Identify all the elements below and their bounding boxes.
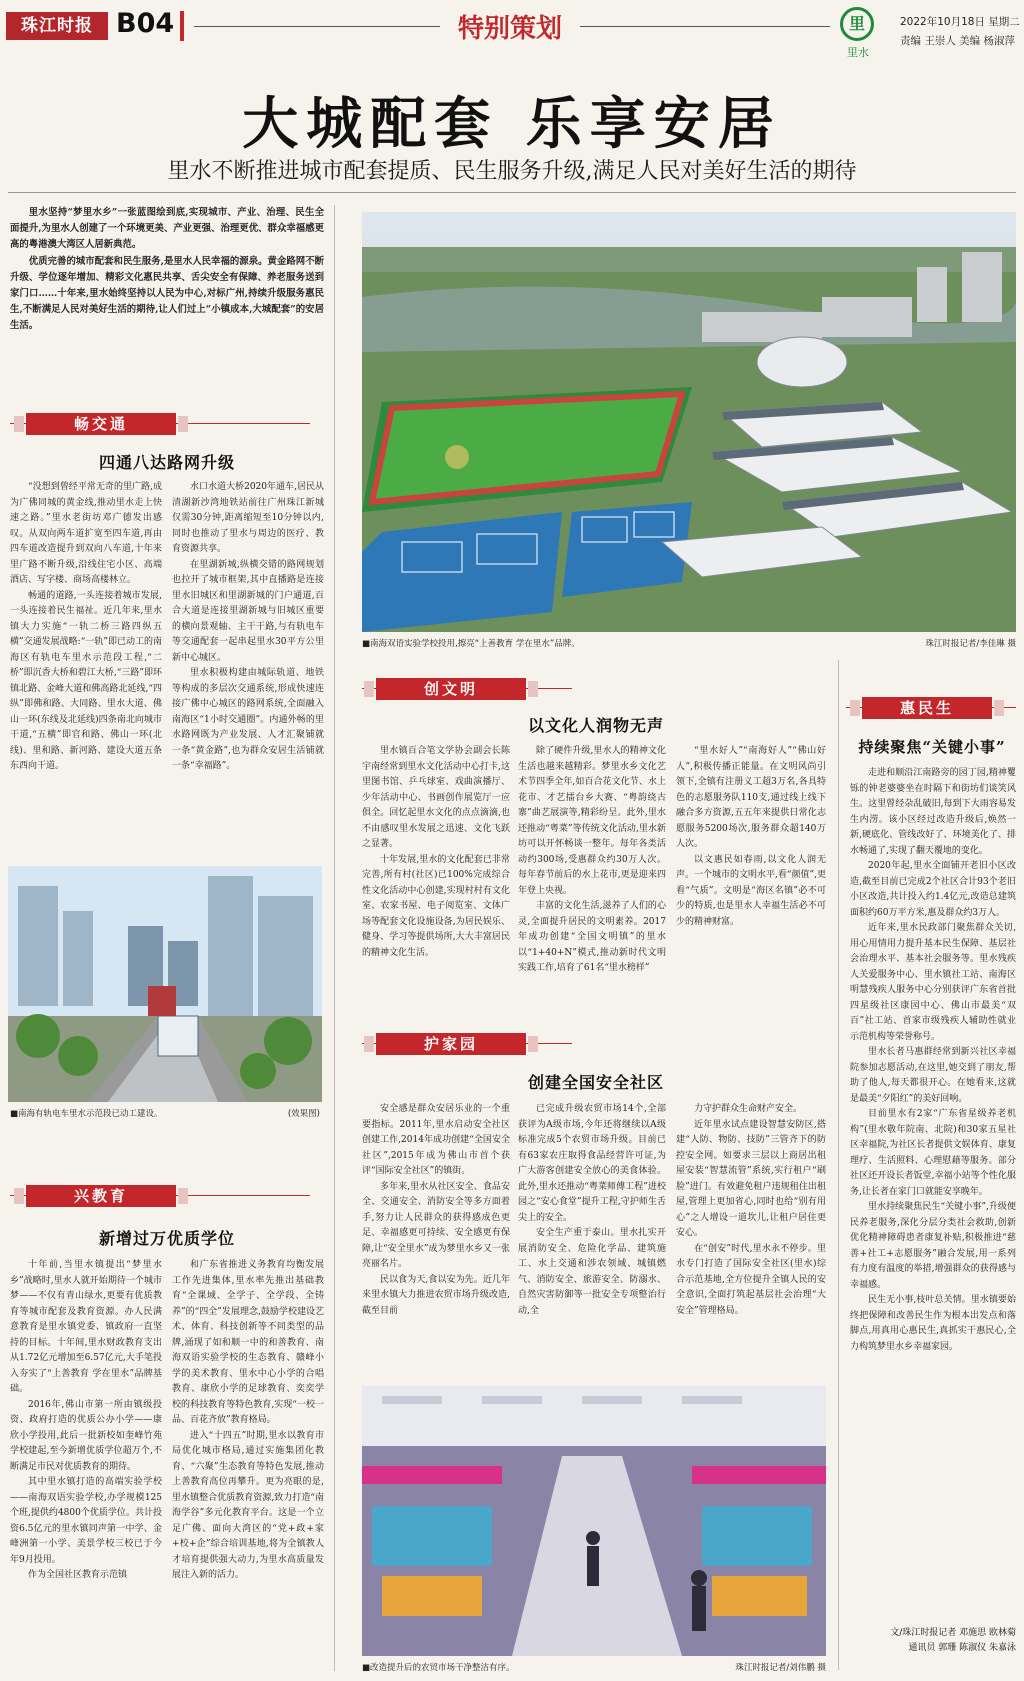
safety-column-1 [362,1102,510,1370]
education-section-tag: 兴教育 [26,1185,176,1207]
newspaper-logo: 珠江时报 [6,12,108,40]
red-divider [180,11,184,41]
safety-section-title: 创建全国安全社区 [527,1073,664,1092]
safety-paragraph: 力守护群众生命财产安全。 [694,1104,803,1114]
safety-paragraph: 多年来,里水从社区安全、食品安全、交通安全、消防安全等多方面着手,努力让人民群众的获得感成色更足、幸福感更可持续、安全感更有保障,让“安全里水”成为梦里水乡又一张亮丽名片。 [362,1181,510,1269]
livelihood-paragraph: 走进和顺沿江南路旁的园丁园,精神矍铄的钟老婆婆坐在时隔下和街坊们谈笑风生。这里曾经杂乱破旧,每到下大雨容易发生内涝。该小区经过改造升级后,焕然一新,硬底化、管线改好了、环境美化了、排水畅通了,实现了翻天覆地的变化。 [850,768,1016,856]
culture-column-1 [362,744,510,1006]
livelihood-paragraph: 里水长者马惠群经常到新兴社区幸福院参加志愿活动,在这里,她交到了朋友,帮助了他人,每天都很开心。在她看来,这就是最美“夕阳红”的美好回响。 [850,1047,1016,1104]
market-photo [362,1386,826,1656]
culture-paragraph: 以文惠民如春雨,以文化人润无声。一个城市的文明水平,看“颜值”,更看“气质”。文明是“海区名镇”必不可少的特质,也是里水人幸福生活必不可少的精神财富。 [676,854,826,927]
culture-section-tag: 创文明 [376,678,526,700]
livelihood-section-title: 持续聚焦“关键小事” [858,738,1006,756]
market-photo-credit: 珠江时报记者/刘伟鹏 摄 [735,1663,826,1673]
culture-column-3 [676,744,826,1006]
culture-paragraph: 丰富的文化生活,滋养了人们的心灵,全面提升居民的文明素养。2017年成功创建“全国文明镇”的里水以“1+40+N”模式,推动新时代文明实践工作,培育了61名“里水榜样” [518,901,666,973]
intro-text [10,205,324,375]
culture-column-2 [518,744,666,1006]
livelihood-section-tag: 惠民生 [862,697,992,719]
tram-rendering-photo [8,866,322,1102]
livelihood-paragraph: 民生无小事,枝叶总关情。里水镇要始终把保障和改善民生作为根本出发点和落脚点,用真用心惠民生,真抓实干惠民心,全力构筑梦里水乡幸福家园。 [850,1295,1016,1352]
culture-section-title: 以文化人润物无声 [527,716,664,735]
subheadline: 里水不断推进城市配套提质、民生服务升级,满足人民对美好生活的期待 [167,159,857,184]
culture-paragraph: 里水镇百合笔文学协会副会长陈宇南经常到里水文化活动中心打卡,这里图书馆、乒乓球室、戏曲演播厅、少年活动中心、书画创作展览厅一应俱全。回忆起里水文化的点点滴滴,也不由感叹里水发展之迅速、文化飞跃之显著。 [362,746,510,849]
section-title: 特别策划 [457,14,562,44]
culture-paragraph: “里水好人”“南海好人”“佛山好人”,积极传播正能量。在文明风尚引领下,全镇有注册义工超3万名,各具特色的志愿服务队110支,通过线上线下融合多方资源,五五年来提供日常化志愿服务5200场次,服务群众超140万人次。 [676,746,826,849]
safety-column-2 [518,1102,666,1370]
byline-line: 通讯员 郭珊 陈淑仪 朱嘉泳 [908,1643,1016,1653]
intro-paragraph: 里水坚持“梦里水乡”一张蓝图绘到底,实现城市、产业、治理、民生全面提升,为里水人创建了一个环境更美、产业更强、治理更优、群众幸福感更高的粤港澳大湾区人居新典范。 [10,207,324,251]
editors: 责编 王崇人 美编 杨淑萍 [900,35,1016,47]
education-paragraph: 进入“十四五”时期,里水以教育市局优化城市格局,通过实施集团化教育、“六聚”生态教育等特色发展,推动上善教育高位再攀升。更为亮眼的是,里水镇整合优质教育资源,致力打造“南海学谷”多元化教育平台。这是一个立足广佛、面向大湾区的“党+政+家+校+企”综合培训基地,将为全镇教人才培育提供强大动力,为里水高质量发展注入新的活力。 [172,1430,324,1580]
headline: 大城配套 乐享安居 [242,91,782,157]
traffic-section-title: 四通八达路网升级 [98,453,235,472]
dateline: 2022年10月18日 星期二 [900,16,1020,28]
education-paragraph: 其中里水镇打造的高端实验学校——南海双语实验学校,办学规模125个班,提供约4800个优质学位。共计投资6.5亿元的里水镇同声第一中学、金峰洲第一小学、美景学校三校已于今年9月投用。 [10,1477,162,1565]
traffic-column-2 [172,480,324,846]
safety-paragraph: 安全生产重于泰山。里水扎实开展消防安全、危险化学品、建筑施工、水上交通和涉农领域、城镇燃气、消防安全、旅游安全、防溺水、自然灾害防御等一批安全专项整治行动,全 [518,1228,666,1316]
education-paragraph: 和广东省推进义务教育均衡发展工作先进集体,里水率先推出基础教育“全课域、全学子、全学段、全铸养”的“四全”发展理念,鼓励学校建设艺术、体育、科技创新等不同类型的品牌,涌现了如和顺一中的和善教育、南海双语实验学校的生态教育、赣峰小学的美术教育、里水中心小学的合唱教育、康欣小学的足球教育、奕奕学校的科技教育等特色教育,实现“一校一品、百花齐放”教育格局。 [172,1260,324,1425]
headline-rule [8,192,1016,193]
school-photo-credit: 珠江时报记者/李佳琳 摄 [925,639,1016,649]
safety-paragraph: 已完成升级农贸市场14个,全部获评为A级市场,今年还将继续以A级标准完成5个农贸市场升级。目前已有63家农庄取得食品经营许可证,为广大游客创建安全放心的美食体验。此外,里水还推动“粤菜师傅工程”进校园之“安心食堂”提升工程,守护师生舌尖上的安全。 [518,1104,666,1223]
column-divider [838,660,839,1670]
column-divider [334,205,335,1671]
culture-paragraph: 除了硬件升级,里水人的精神文化生活也越来越精彩。梦里水乡文化艺术节四季全年,如百合花文化节、水上花市、才艺擂台乡大赛、“粤韵绕古寨”曲艺展演等,精彩纷呈。此外,里水还推动“粤菜”等传统文化活动,里水新坊可以开怀畅谈一整年。每年各类活动约300场,受惠群众约30万人次。每年春节前后的水上花市,更是迎来四年登上央视。 [518,746,666,896]
town-seal-icon: 里 [840,7,874,41]
market-photo-caption: ■改造提升后的农贸市场干净整洁有序。 [362,1663,515,1673]
safety-paragraph: 在“创安”时代,里水永不停步。里水专门打造了国际安全社区(里水)综合示范基地,全方位提升全镇人民的安全意识,全面打筑起基层社会治理“大安全”管理格局。 [676,1243,826,1316]
byline [846,1626,1016,1656]
page-number: B04 [116,8,175,39]
school-aerial-photo [362,212,1016,632]
livelihood-paragraph: 里水持续聚焦民生“关键小事”,升级便民养老服务,深化分层分类社会救助,创新优化精神障碍患者康复补贴,积极推进“慈善+社工+志愿服务”融合发展,用一系列有力度有温度的举措,增强群众的获得感与幸福感。 [850,1202,1016,1290]
traffic-paragraph: 畅通的道路,一头连接着城市发展,一头连接着民生福祉。近几年来,里水镇大力实施“一轨二桥三路四纵五横”交通发展战略:“一轨”即已动工的南海区有轨电车里水示范段工程,“二桥”即沉香大桥和碧江大桥,“三路”即环镇北路、金峰大道和佛高路北延线,“四纵”即佛和路、大同路、里水大道、佛山一环(东线及北延线)四条南北向城市干道,“五横”即官和路、佛山一环(北线)、里和路、新河路、建设大道五条东西向干道。 [10,590,162,771]
safety-column-3 [676,1102,826,1370]
education-paragraph: 十年前,当里水镇提出“梦里水乡”战略时,里水人就开始期待一个城市梦——不仅有青山绿水,更要有优质教育等城市配套及教育资源。办人民满意教育是里水镇党委、镇政府一直坚持的目标。十年间,里水财政教育支出从1.72亿元增加至6.57亿元,大手笔投入夯实了“上善教育 学在里水”品牌基础。 [10,1260,162,1394]
culture-paragraph: 十年发展,里水的文化配套已非常完善,所有村(社区)已100%完成综合性文化活动中心创建,实现村村有文化室、农家书屋、电子阅览室、文体广场等配套文化设施设备,为居民娱乐、健身、学习等提供场所,大大丰富居民的精神文化生活。 [362,854,510,958]
masthead-rule-right [580,26,830,27]
safety-paragraph: 民以食为天,食以安为先。近几年来里水镇大力推进农贸市场升级改造,截至目前 [362,1274,510,1316]
seal-label: 里水 [847,46,869,59]
education-column-1 [10,1258,162,1676]
traffic-section-tag: 畅交通 [26,413,176,435]
masthead-rule-left [194,26,440,27]
traffic-paragraph: 在里湖新城,纵横交错的路网规划也拉开了城市框架,其中直播路是连接里水旧城区和里湖新城的门户通道,百合大道是连接里湖新城与旧城区重要的横向景观轴、主干干路,与有轨电车等交通配套一起串起里水30平方公里新中心城区。 [172,559,324,663]
tram-photo-caption: ■南海有轨电车里水示范段已动工建设。 [10,1109,163,1119]
education-section-title: 新增过万优质学位 [98,1229,235,1248]
education-paragraph: 作为全国社区教育示范镇 [28,1570,128,1580]
education-paragraph: 2016年,佛山市第一所由镇级投资、政府打造的优质公办小学——康欣小学投用,此后一批新校如奎峰竹苑学校建起,至今新增优质学位超万个,不断满足市民对优质教育的期待。 [10,1399,162,1472]
traffic-paragraph: 里水积极构建由城际轨道、地铁等构成的多层次交通系统,形成快速连接广佛中心城区的路网系统,全面融入南海区“1小时交通圈”。内通外畅的里水路网既为产业发展、人才汇聚铺就一条“黄金路”,也为群众安居生活铺就一条“幸福路”。 [172,668,324,771]
livelihood-paragraph: 2020年起,里水全面铺开老旧小区改造,截至目前已完成2个社区合计93个老旧小区改造,共计投入约1.4亿元,改造总建筑面积约60万平方米,惠及群众约3万人。 [850,861,1016,918]
safety-paragraph: 近年里水试点建设智慧安防区,搭建“人防、物防、技防”三管齐下的防控安全网。如要求三层以上商居出租屋安装“智慧流管”系统,实行租户“刷脸”进门。有效避免租户违规租住出租屋,管理上更加省心,同时也给“别有用心”之人增设一道坎儿,让租户居住更安心。 [676,1119,826,1238]
intro-paragraph: 优质完善的城市配套和民生服务,是里水人民幸福的源泉。黄金路网不断升级、学位逐年增加、精彩文化惠民共享、舌尖安全有保障、养老服务送到家门口……十年来,里水始终坚持以人民为中心,对标广州,持续升级服务惠民生,不断满足人民对美好生活的期待,让人们过上“小镇成本,大城配套”的安居生活。 [10,255,324,332]
education-column-2 [172,1258,324,1676]
tram-photo-credit: (效果图) [287,1109,320,1119]
masthead [0,0,1024,59]
livelihood-paragraph: 近年来,里水民政部门聚焦群众关切,用心用情用力提升基本民生保障、基层社会治理水平、基本社会服务等。里水残疾人关爱服务中心、里水镇社工站、南海区明慧残疾人服务中心分别获评广东省首批四星级社区康园中心、佛山市最美“双百”社工站、首家市级残疾人辅助性就业示范机构等荣誉称号。 [850,923,1016,1042]
safety-section-tag: 护家园 [376,1033,526,1055]
school-photo-caption: ■南海双语实验学校投用,擦亮“上善教育 学在里水”品牌。 [362,639,580,649]
livelihood-column [850,766,1016,1610]
traffic-paragraph: “没想到曾经平常无奇的里广路,成为广佛同城的黄金线,推动里水走上快速之路。”里水老街坊邓广德发出感叹。从双向两车道扩宽至四车道,再由四车道改造提升到双向八车道,十年来里广路不断升级,沿线住宅小区、高端酒店、写字楼、商场高楼林立。 [10,482,162,585]
traffic-column-1 [10,480,162,846]
traffic-paragraph: 水口水道大桥2020年通车,居民从清湖新沙湾地铁站前往广州珠江新城仅需30分钟,距离缩短至10分钟以内,同时也推动了里水与周边的医疗、教育资源共享。 [172,482,324,554]
safety-paragraph: 安全感是群众安居乐业的一个重要指标。2011年,里水启动安全社区创建工作,2014年成功创建“全国安全社区”,2015年成为佛山市首个获评“国际安全社区”的镇街。 [362,1104,510,1176]
byline-line: 文/珠江时报记者 邓施思 欧林菊 [890,1628,1016,1638]
livelihood-paragraph: 目前里水有2家“广东省星级养老机构”(里水敬年院南、北院)和30家五星社区幸福院,为社区长者提供文娱体育、康复理疗、生活照料、心理慰藉等服务。部分社区还开设长者饭堂,幸福小站等个性化服务,让长者在家门口就能安享晚年。 [850,1109,1016,1197]
